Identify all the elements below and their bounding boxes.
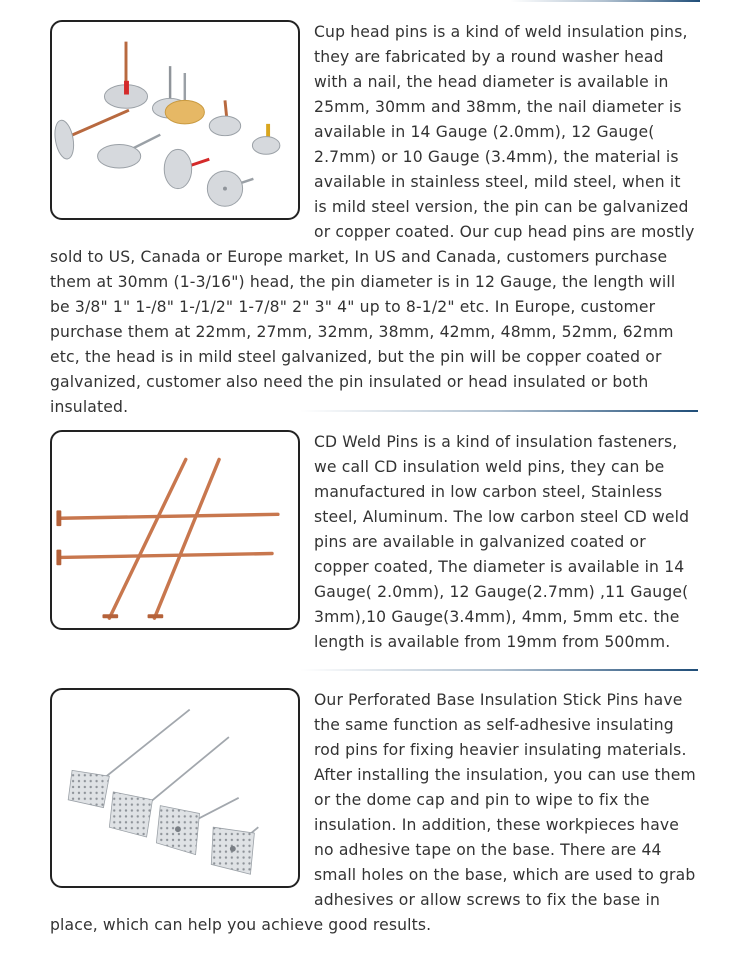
- cup-head-pins-image: [50, 20, 300, 220]
- cd-weld-pins-illustration: [52, 432, 298, 628]
- pin-large-copper: [104, 42, 147, 109]
- pin-lying-steel: [98, 135, 161, 168]
- perforated-pins-image: [50, 688, 300, 888]
- pin-steel-short: [209, 100, 240, 135]
- cup-head-pins-illustration: [52, 22, 298, 218]
- rod-heads: [56, 510, 163, 618]
- perforated-pins-illustration: [52, 690, 298, 886]
- perforated-pins-description: Our Perforated Base Insulation Stick Pins have the same function as self-adhesive insulating rod pins for fixing heavier insulating materials. After installing the insulation, you can use them or the dome cap and pin to wipe to fix the insulation. In addition, these workpieces have no adhesive tape on the base. There are 44 small holes on the base, which are used to grab adhesives or allow screws to fix the base in place, which can help you achieve good results.: [50, 691, 696, 934]
- section-cup-head-pins: [50, 20, 698, 420]
- copper-rods: [60, 459, 278, 618]
- pin-yellow-short: [252, 124, 279, 154]
- pin-steel-front: [207, 171, 253, 206]
- section-divider-1: [300, 410, 698, 412]
- pin-red-lying: [164, 149, 209, 188]
- section-perforated-base-pins: [50, 688, 698, 938]
- section-cd-weld-pins: [50, 430, 698, 655]
- cup-head-pins-description: Cup head pins is a kind of weld insulation pins, they are fabricated by a round washer head with a nail, the head diameter is available in 25mm, 30mm and 38mm, the nail diameter is available in 14 Gauge (2.0mm), 12 Gauge( 2.7mm) or 10 Gauge (3.4mm), the material is available in stainless steel, mild steel, when it is mild steel version, the pin can be galvanized or copper coated. Our cup head pins are mostly sold to US, Canada or Europe market, In US and Canada, customers purchase them at 30mm (1-3/16") head, the pin diameter is in 12 Gauge, the length will be 3/8" 1" 1-/8" 1-/1/2" 1-7/8" 2" 3" 4" up to 8-1/2" etc. In Europe, customer purchase them at 22mm, 27mm, 32mm, 38mm, 42mm, 48mm, 52mm, 62mm etc, the head is in mild steel galvanized, but the pin will be copper coated or galvanized, customer also need the pin insulated or head insulated or both insulated.: [50, 23, 695, 416]
- perforated-bases: [68, 770, 254, 874]
- cd-weld-pins-image: [50, 430, 300, 630]
- cd-weld-pins-description: CD Weld Pins is a kind of insulation fasteners, we call CD insulation weld pins, they can be manufactured in low carbon steel, Stainless steel, Aluminum. The low carbon steel CD weld pins are available in galvanized coated or copper coated, The diameter is available in 14 Gauge( 2.0mm), 12 Gauge(2.7mm) ,11 Gauge( 3mm),10 Gauge(3.4mm), 4mm, 5mm etc. the length is available from 19mm from 500mm.: [314, 433, 690, 651]
- section-divider-2: [300, 669, 698, 671]
- top-divider: [510, 0, 700, 2]
